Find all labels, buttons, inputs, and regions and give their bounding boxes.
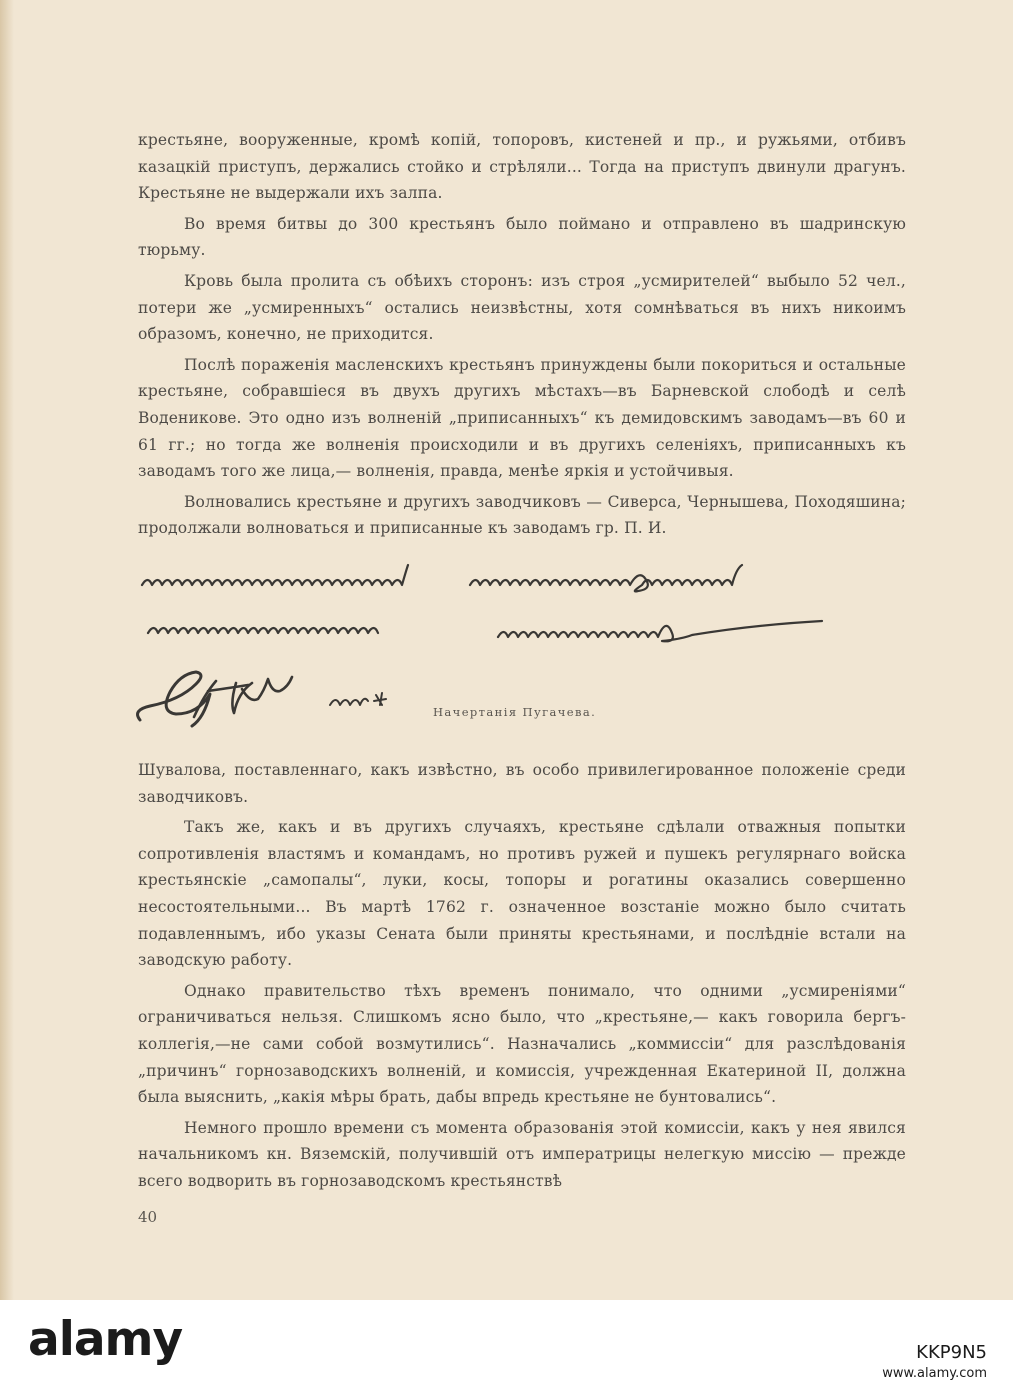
signature-tail [330, 693, 386, 705]
paragraph: Такъ же, какъ и въ другихъ случаяхъ, крестьяне сдѣлали отважныя попытки сопротивленія властямъ и командамъ, но противъ ружей и пушекъ регулярнаго войска крестьянскіе „самопалы“, луки, косы, топоры и рогатины оказались совершенно несостоятельными... Въ мартѣ 1762 г. означенное возстаніе можно было считать подавленнымъ, ибо указы Сената были приняты крестьянами, и послѣдніе встали на заводскую работу. [138, 818, 906, 970]
paragraph: Кровь была пролита съ обѣихъ сторонъ: изъ строя „усмирителей“ выбыло 52 чел., потери же „усмиренныхъ“ остались неизвѣстны, хотя сомнѣваться въ нихъ никоимъ образомъ, конечно, не приходится. [138, 271, 906, 344]
image-caption: Начертанія Пугачева. [433, 705, 597, 719]
watermark-brand-logo: alamy [28, 1312, 183, 1367]
body-text-top [138, 127, 906, 546]
body-text-bottom [138, 757, 906, 1199]
watermark-url: www.alamy.com [882, 1366, 987, 1381]
handwriting-line-2b [498, 621, 822, 641]
watermark-image-id: KKP9N5 [916, 1342, 987, 1363]
handwriting-line-1 [142, 565, 408, 585]
signature-capital [138, 672, 210, 726]
page-number: 40 [138, 1208, 158, 1226]
paragraph: крестьяне, вооруженные, кромѣ копій, топоровъ, кистеней и пр., и ружьями, отбивъ казацкій приступъ, держались стойко и стрѣляли... Тогда на приступъ двинули драгунъ. Крестьяне не выдержали ихъ залпа. [138, 131, 906, 203]
paragraph: Однако правительство тѣхъ временъ понимало, что одними „усмиреніями“ ограничиваться нельзя. Слишкомъ ясно было, что „крестьяне,— какъ говорила бергъ-коллегія,—не сами собой возмутились“. Назначались „коммиссіи“ для разслѣдованія „причинъ“ горнозаводскихъ волненій, и комиссія, учрежденная Екатериной II, должна была выяснить, „какія мѣры брать, дабы впредь крестьяне не бунтовались“. [138, 981, 906, 1107]
paragraph: Немного прошло времени съ момента образованія этой комиссіи, какъ у нея явился начальникомъ кн. Вяземскій, получившій отъ императрицы нелегкую миссію — прежде всего водворить въ горнозаводскомъ крестьянствѣ [138, 1118, 906, 1190]
paragraph: Во время битвы до 300 крестьянъ было поймано и отправлено въ шадринскую тюрьму. [138, 214, 906, 260]
paragraph: Шувалова, поставленнаго, какъ извѣстно, въ особо привилегированное положеніе среди заводчиковъ. [138, 761, 906, 806]
handwriting-line-1b [470, 565, 742, 591]
paragraph: Волновались крестьяне и другихъ заводчиковъ — Сиверса, Чернышева, Походяшина; продолжали волноваться и приписанные къ заводамъ гр. П. И. [138, 492, 906, 538]
handwriting-line-2 [148, 628, 378, 633]
paragraph: Послѣ пораженія масленскихъ крестьянъ принуждены были покориться и остальные крестьяне, собравшіеся въ двухъ другихъ мѣстахъ—въ Барневской слободѣ и селѣ Воденикове. Это одно изъ волненій „приписанныхъ“ къ демидовскимъ заводамъ—въ 60 и 61 гг.; но тогда же волненія происходили и въ другихъ селеніяхъ, приписанныхъ къ заводамъ того же лица,— волненія, правда, менѣе яркія и устойчивыя. [138, 355, 906, 481]
